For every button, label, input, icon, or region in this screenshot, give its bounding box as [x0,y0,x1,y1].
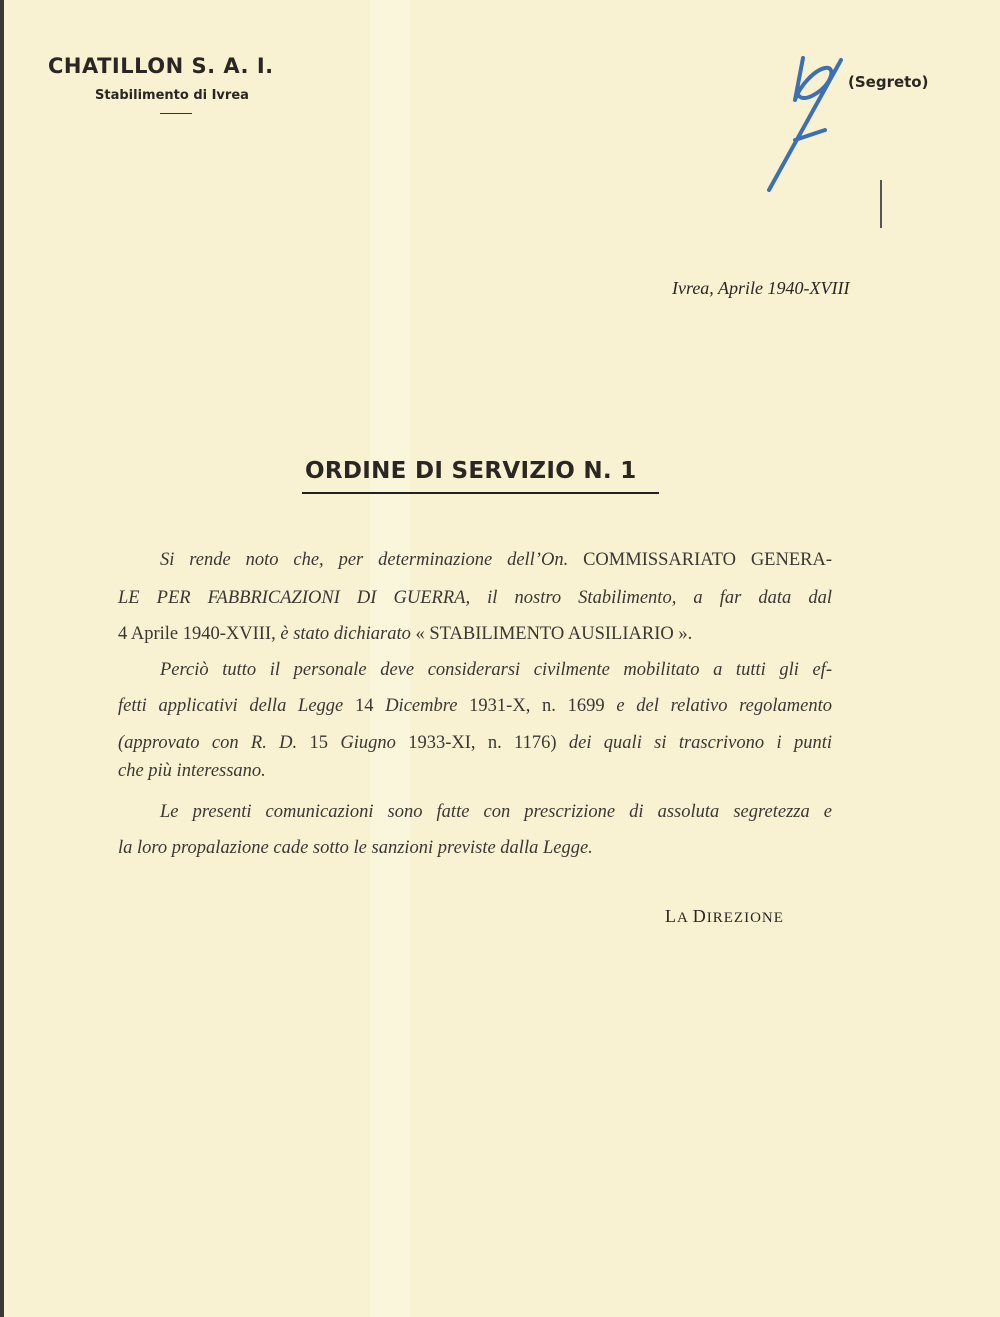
divider [160,113,192,114]
plant-name: Stabilimento di Ivrea [95,88,249,103]
scan-edge [0,0,4,1317]
text: è stato dichiarato [280,624,416,644]
text: 14 [354,696,386,716]
text: Si rende noto che, per determinazione dell’On. [160,550,584,570]
company-name: CHATILLON S. A. I. [48,54,274,78]
text: IREZIONE [706,910,784,926]
body-line: che più interessano. [118,761,266,781]
text: fetti applicativi della Legge [118,696,355,716]
body-line: Perciò tutto il personale deve considerarsi civilmente mobilitato a tutti gli ef- [160,660,832,680]
body-line: la loro propalazione cade sotto le sanzioni previste dalla Legge. [118,838,593,858]
classification-label: (Segreto) [848,73,929,91]
text: e del relativo regolamento [616,696,832,716]
handwritten-mark-icon [755,50,850,195]
text: 4 Aprile 1940-XVIII, [118,624,281,644]
body-line [160,550,832,571]
margin-mark [880,180,882,228]
text: , il nostro Stabilimento, a far data dal [465,588,832,608]
text: D [692,906,707,926]
text: LE PER FABBRICAZIONI DI GUERRA [118,588,466,608]
text: « STABILIMENTO AUSILIARIO ». [415,624,693,644]
body-line [118,696,832,717]
text: dei quali si trascrivono i punti [568,733,832,753]
title-underline [302,492,659,494]
text: 1933-XI, n. 1176) [408,733,569,753]
text: 1931-X, n. 1699 [469,696,617,716]
body-line [118,624,832,645]
text: COMMISSARIATO GENERA- [583,550,832,570]
text: 15 [309,733,341,753]
body-line: Le presenti comunicazioni sono fatte con prescrizione di assoluta segretezza e [160,802,832,822]
document-title: ORDINE DI SERVIZIO N. 1 [305,458,637,484]
text: Giugno [340,733,409,753]
paper-fold [370,0,410,1317]
body-line [118,588,832,609]
text: (approvato con R. D. [118,733,310,753]
document-date: Ivrea, Aprile 1940-XVIII [672,278,850,298]
text: A [677,910,693,926]
text: Dicembre [385,696,470,716]
signature [665,906,784,927]
body-line [118,733,832,754]
text: L [665,906,677,926]
